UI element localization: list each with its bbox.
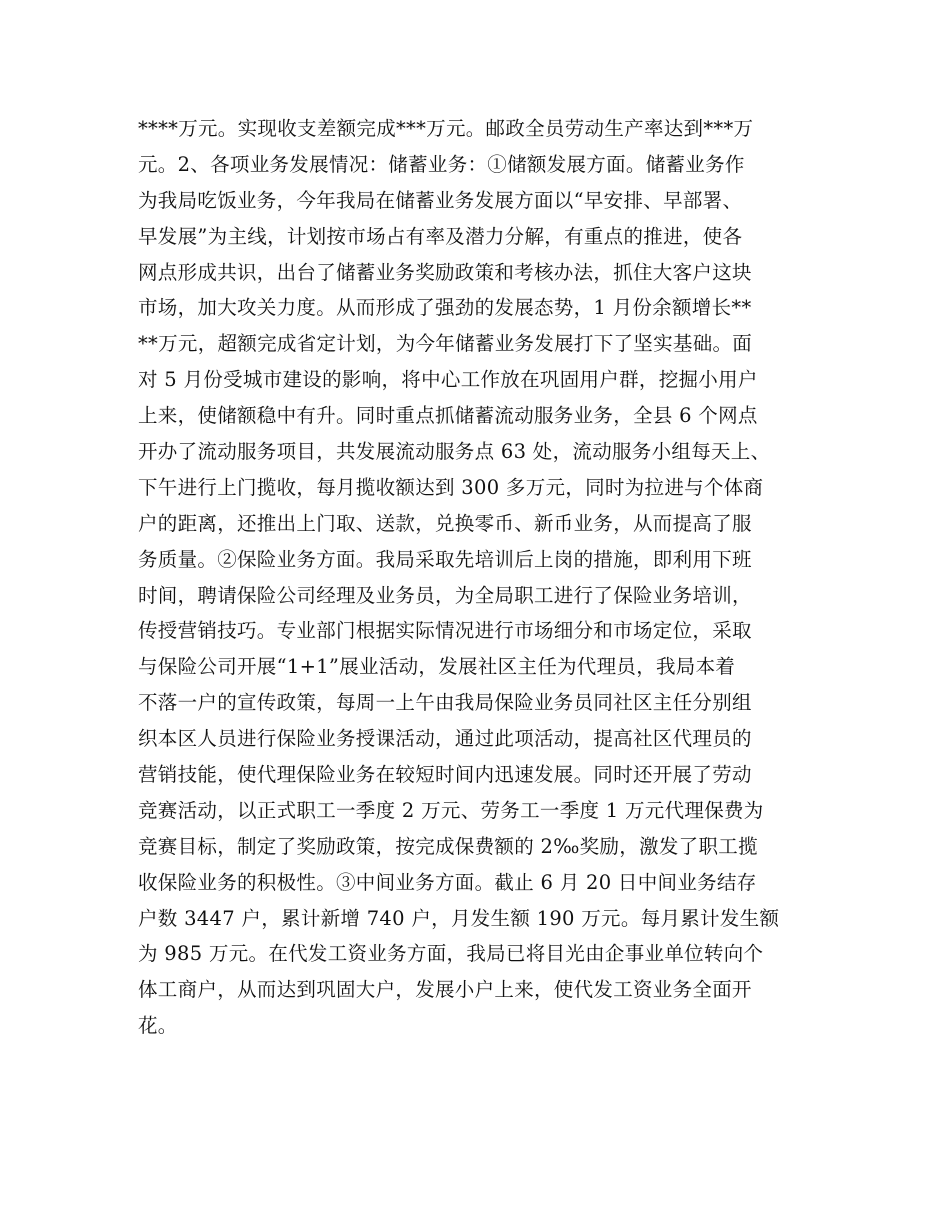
text-line: 营销技能，使代理保险业务在较短时间内迅速发展。同时还开展了劳动 [138, 763, 752, 787]
text-line: 为 985 万元。在代发工资业务方面，我局已将目光由企事业单位转向个 [138, 942, 764, 966]
text-line: 传授营销技巧。专业部门根据实际情况进行市场细分和市场定位，采取 [138, 619, 752, 643]
text-line: 开办了流动服务项目，共发展流动服务点 63 处，流动服务小组每天上、 [138, 440, 771, 464]
text-line: 早发展”为主线，计划按市场占有率及潜力分解，有重点的推进，使各 [138, 224, 743, 248]
text-line: 竞赛目标，制定了奖励政策，按完成保费额的 2‰奖励，激发了职工揽 [138, 834, 758, 858]
text-line: 竞赛活动，以正式职工一季度 2 万元、劳务工一季度 1 万元代理保费为 [138, 798, 764, 822]
text-line: 织本区人员进行保险业务授课活动，通过此项活动，提高社区代理员的 [138, 727, 752, 751]
text-line: 下午进行上门揽收，每月揽收额达到 300 多万元，同时为拉进与个体商 [138, 475, 764, 499]
text-line: 时间，聘请保险公司经理及业务员，为全局职工进行了保险业务培训， [138, 583, 752, 607]
text-line: 与保险公司开展“1+1”展业活动，发展社区主任为代理员，我局本着 [138, 655, 736, 679]
text-line: **万元，超额完成省定计划，为今年储蓄业务发展打下了坚实基础。面 [138, 332, 753, 356]
text-line: 元。2、各项业务发展情况：储蓄业务：①储额发展方面。储蓄业务作 [138, 152, 745, 176]
body-paragraph [138, 111, 828, 1044]
text-line: 务质量。②保险业务方面。我局采取先培训后上岗的措施，即利用下班 [138, 547, 752, 571]
text-line: 市场，加大攻关力度。从而形成了强劲的发展态势，1 月份余额增长** [138, 296, 752, 320]
text-line: ****万元。实现收支差额完成***万元。邮政全员劳动生产率达到***万 [138, 117, 754, 140]
text-line: 体工商户，从而达到巩固大户，发展小户上来，使代发工资业务全面开 [138, 978, 752, 1002]
text-line: 收保险业务的积极性。③中间业务方面。截止 6 月 20 日中间业务结存 [138, 870, 757, 894]
text-line: 户的距离，还推出上门取、送款，兑换零币、新币业务，从而提高了服 [138, 511, 752, 535]
text-line: 上来，使储额稳中有升。同时重点抓储蓄流动服务业务，全县 6 个网点 [138, 404, 758, 428]
text-line: 户数 3447 户，累计新增 740 户，月发生额 190 万元。每月累计发生额 [138, 906, 780, 930]
text-line: 花。 [138, 1014, 178, 1038]
text-line: 网点形成共识，出台了储蓄业务奖励政策和考核办法，抓住大客户这块 [138, 260, 752, 284]
text-line: 为我局吃饭业务，今年我局在储蓄业务发展方面以“早安排、早部署、 [138, 188, 743, 212]
text-line: 不落一户的宣传政策，每周一上午由我局保险业务员同社区主任分别组 [138, 691, 752, 715]
text-line: 对 5 月份受城市建设的影响，将中心工作放在巩固用户群，挖掘小用户 [138, 368, 758, 392]
